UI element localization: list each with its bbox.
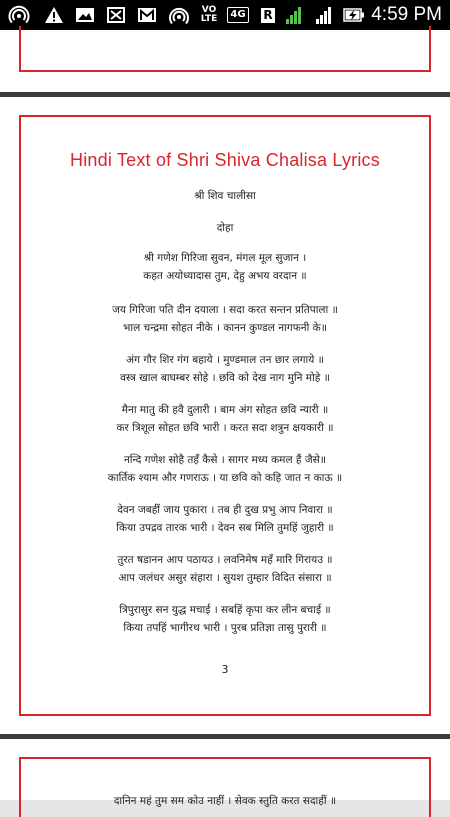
verse-line: किया तपहिं भागीरथ भारी । पुरब प्रतिज्ञा तासु पुरारी ॥: [123, 622, 327, 634]
clock: 4:59 PM: [371, 4, 442, 25]
signal-2-icon: [311, 5, 335, 25]
network-type-label: 4G: [227, 7, 248, 23]
volte-icon: [198, 5, 220, 25]
document-subtitle: श्री शिव चालीसा: [194, 190, 256, 202]
verse-line: मैना मातु की हवै दुलारी । बाम अंग सोहत छवि न्यारी ॥: [121, 404, 329, 416]
wifi-signal-icon: [168, 5, 190, 25]
signal-1-icon: [280, 5, 306, 25]
next-page-border: [19, 757, 431, 817]
roaming-r-icon: [260, 5, 276, 25]
volte-label: VO LTE: [200, 5, 218, 24]
roaming-label: R: [263, 7, 273, 22]
verse-line: तुरत षडानन आप पठायउ । लवनिमेष महँ मारि गिरायउ ॥: [117, 554, 333, 566]
previous-page-border: [19, 26, 431, 72]
verse-line: आप जलंधर असुर संहारा । सुयश तुम्हार विदित संसारा ॥: [118, 572, 332, 584]
verse-line: जय गिरिजा पति दीन दयाला । सदा करत सन्तन प्रतिपाला ॥: [112, 304, 338, 316]
warning-icon: [44, 5, 64, 25]
verse-line: श्री गणेश गिरिजा सुवन, मंगल मूल सुजान ।: [143, 252, 307, 264]
4g-icon: [225, 5, 251, 25]
doha-heading: दोहा: [216, 222, 234, 234]
verse-line: वस्त्र खाल बाघम्बर सोहे । छवि को देख नाग मुनि मोहे ॥: [120, 372, 330, 384]
verse-line: भाल चन्द्रमा सोहत नीके । कानन कुण्डल नागफनी के॥: [122, 322, 328, 334]
verse-line: नन्दि गणेश सोहै तहँ कैसे । सागर मध्य कमल हैं जैसे॥: [123, 454, 327, 466]
mail-icon: [136, 5, 158, 25]
verse-line: देवन जबहीं जाय पुकारा । तब ही दुख प्रभु आप निवारा ॥: [117, 504, 333, 516]
gallery-icon: [74, 5, 96, 25]
next-page-partial-line: दानिन महं तुम सम कोउ नाहीं । सेवक स्तुति करत सदाहीं ॥: [113, 795, 337, 807]
page-number: 3: [221, 663, 229, 676]
battery-charging-icon: [342, 5, 366, 25]
verse-line: कर त्रिशूल सोहत छवि भारी । करत सदा शत्रुन क्षयकारी ॥: [116, 422, 334, 434]
next-page: [0, 739, 450, 807]
sim2-label: 2: [315, 5, 322, 15]
missed-call-icon: [106, 5, 126, 25]
verse-line: कार्तिक श्याम और गणराऊ । या छवि को कहि जात न काऊ ॥: [107, 472, 343, 484]
sim1-label: 1: [284, 5, 291, 15]
previous-page: [0, 30, 450, 92]
hotspot-icon: [8, 5, 30, 25]
verse-line: त्रिपुरासुर सन युद्ध मचाई । सबहिं कृपा कर लीन बचाई ॥: [119, 604, 331, 616]
verse-line: अंग गौर शिर गंग बहाये । मुण्डमाल तन छार लगाये ॥: [126, 354, 324, 366]
document-title: Hindi Text of Shri Shiva Chalisa Lyrics: [70, 150, 380, 170]
verse-line: कहत अयोध्यादास तुम, देहु अभय वरदान ॥: [143, 270, 307, 282]
verse-line: किया उपद्रव तारक भारी । देवन सब मिलि तुमहिं जुहारी ॥: [116, 522, 334, 534]
